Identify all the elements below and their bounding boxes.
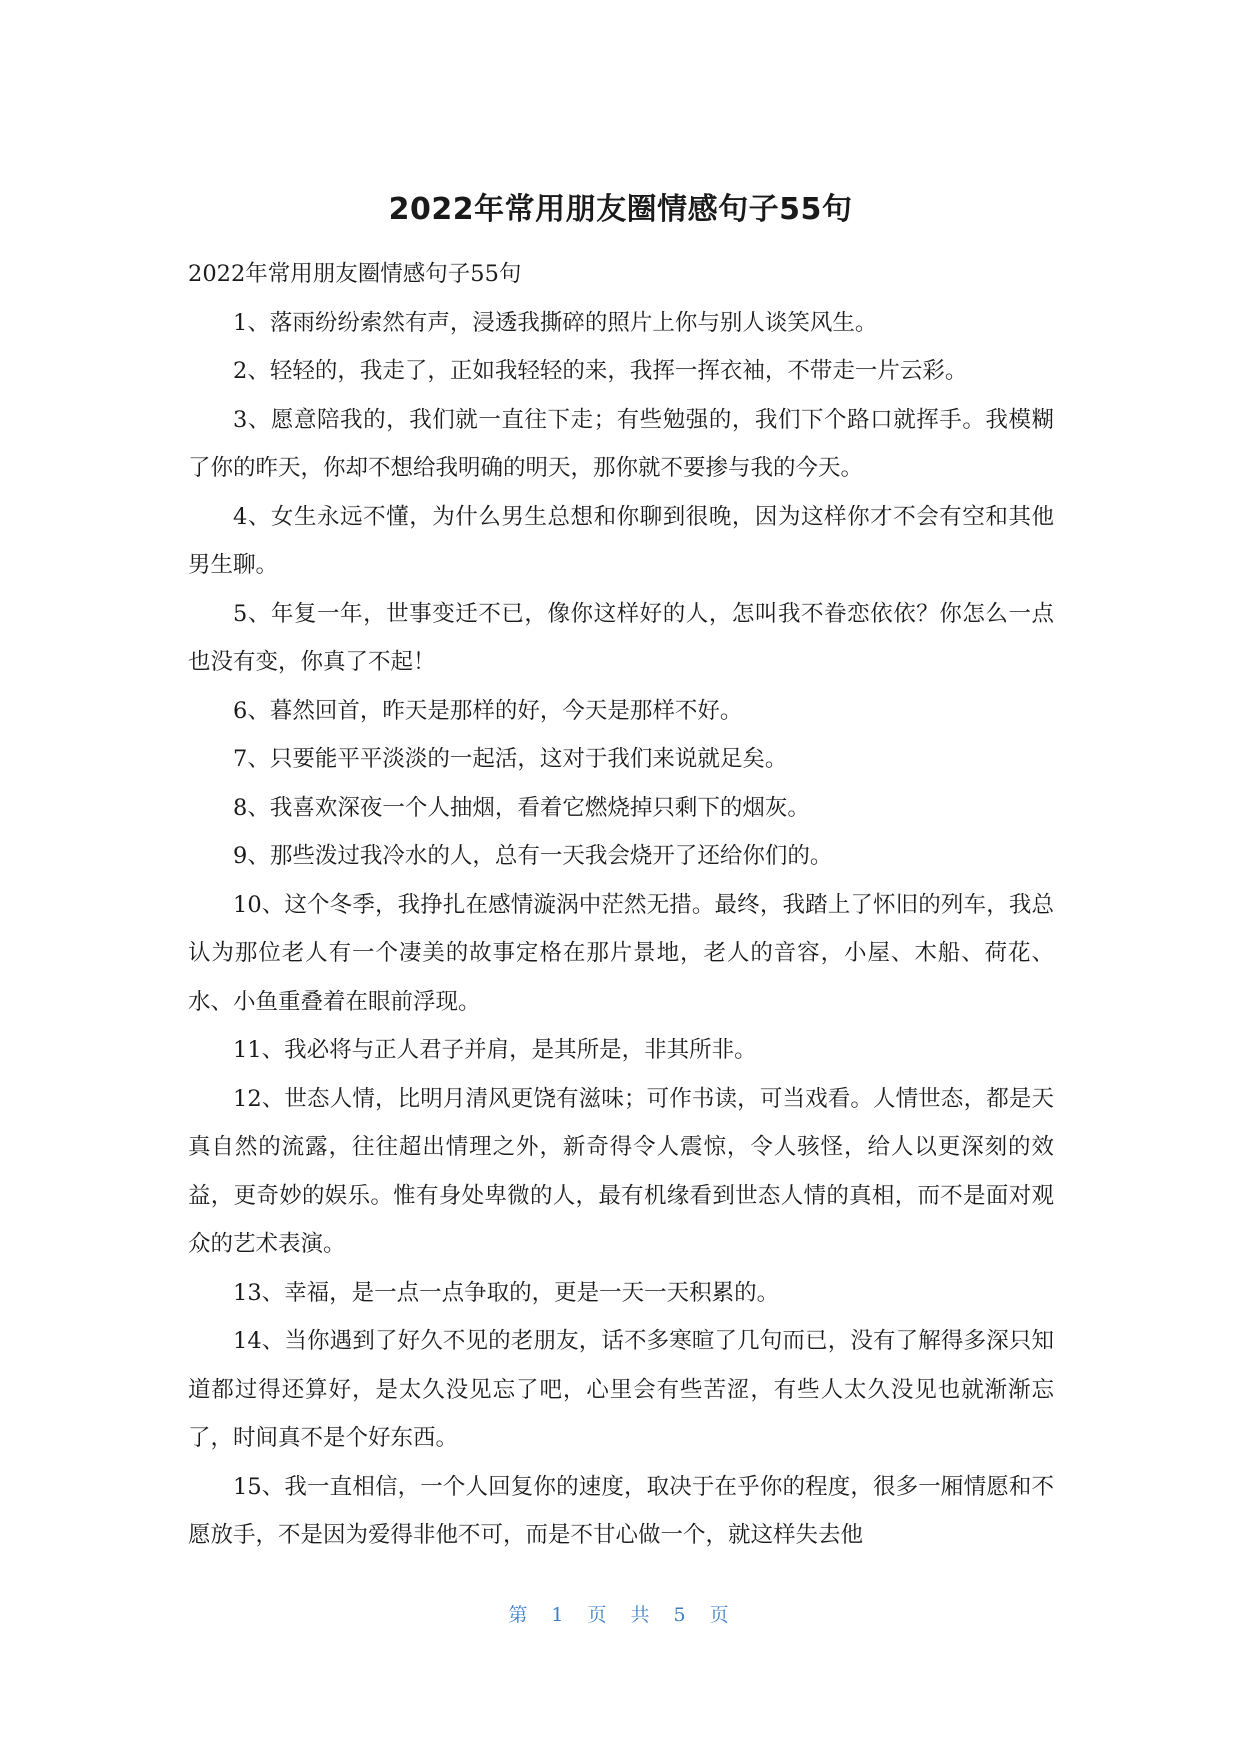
paragraph-3: 3、愿意陪我的，我们就一直往下走；有些勉强的，我们下个路口就挥手。我模糊了你的昨天，你却不想给我明确的明天，那你就不要掺与我的今天。 — [188, 406, 1054, 481]
paragraph-15: 15、我一直相信，一个人回复你的速度，取决于在乎你的程度，很多一厢情愿和不愿放手，不是因为爱得非他不可，而是不甘心做一个，就这样失去他 — [188, 1473, 1054, 1548]
paragraph-7: 7、只要能平平淡淡的一起活，这对于我们来说就足矣。 — [233, 746, 788, 772]
paragraph-8: 8、我喜欢深夜一个人抽烟，看着它燃烧掉只剩下的烟灰。 — [233, 794, 810, 821]
paragraph-13: 13、幸福，是一点一点争取的，更是一天一天积累的。 — [233, 1279, 780, 1306]
paragraph-2: 2、轻轻的，我走了，正如我轻轻的来，我挥一挥衣袖，不带走一片云彩。 — [233, 358, 968, 384]
paragraph-9: 9、那些泼过我冷水的人，总有一天我会烧开了还给你们的。 — [233, 843, 833, 869]
paragraph-10: 10、这个冬季，我挣扎在感情漩涡中茫然无措。最终，我踏上了怀旧的列车，我总认为那位老人有一个凄美的故事定格在那片景地，老人的音容，小屋、木船、荷花、水、小鱼重叠着在眼前浮现。 — [188, 891, 1054, 1015]
document-body — [188, 250, 1054, 1560]
paragraph-5: 5、年复一年，世事变迁不已，像你这样好的人，怎叫我不眷恋依依？你怎么一点也没有变，你真了不起！ — [188, 600, 1054, 675]
page-number-footer: 第 1 页 共 5 页 — [508, 1604, 733, 1626]
paragraph-1: 1、落雨纷纷索然有声，浸透我撕碎的照片上你与别人谈笑风生。 — [233, 309, 878, 336]
paragraph-11: 11、我必将与正人君子并肩，是其所是，非其所非。 — [233, 1037, 757, 1063]
document-subtitle: 2022年常用朋友圈情感句子55句 — [188, 261, 522, 287]
paragraph-6: 6、暮然回首，昨天是那样的好，今天是那样不好。 — [233, 697, 743, 724]
paragraph-12: 12、世态人情，比明月清风更饶有滋味；可作书读，可当戏看。人情世态，都是天真自然的流露，往往超出情理之外，新奇得令人震惊，令人骇怪，给人以更深刻的效益，更奇妙的娱乐。惟有身处卑微的人，最有机缘看到世态人情的真相，而不是面对观众的艺术表演。 — [188, 1085, 1054, 1257]
document-title: 2022年常用朋友圈情感句子55句 — [388, 192, 853, 227]
paragraph-4: 4、女生永远不懂，为什么男生总想和你聊到很晚，因为这样你才不会有空和其他男生聊。 — [188, 503, 1054, 578]
paragraph-14: 14、当你遇到了好久不见的老朋友，话不多寒暄了几句而已，没有了解得多深只知道都过得还算好，是太久没见忘了吧，心里会有些苦涩，有些人太久没见也就渐渐忘了，时间真不是个好东西。 — [188, 1328, 1054, 1451]
